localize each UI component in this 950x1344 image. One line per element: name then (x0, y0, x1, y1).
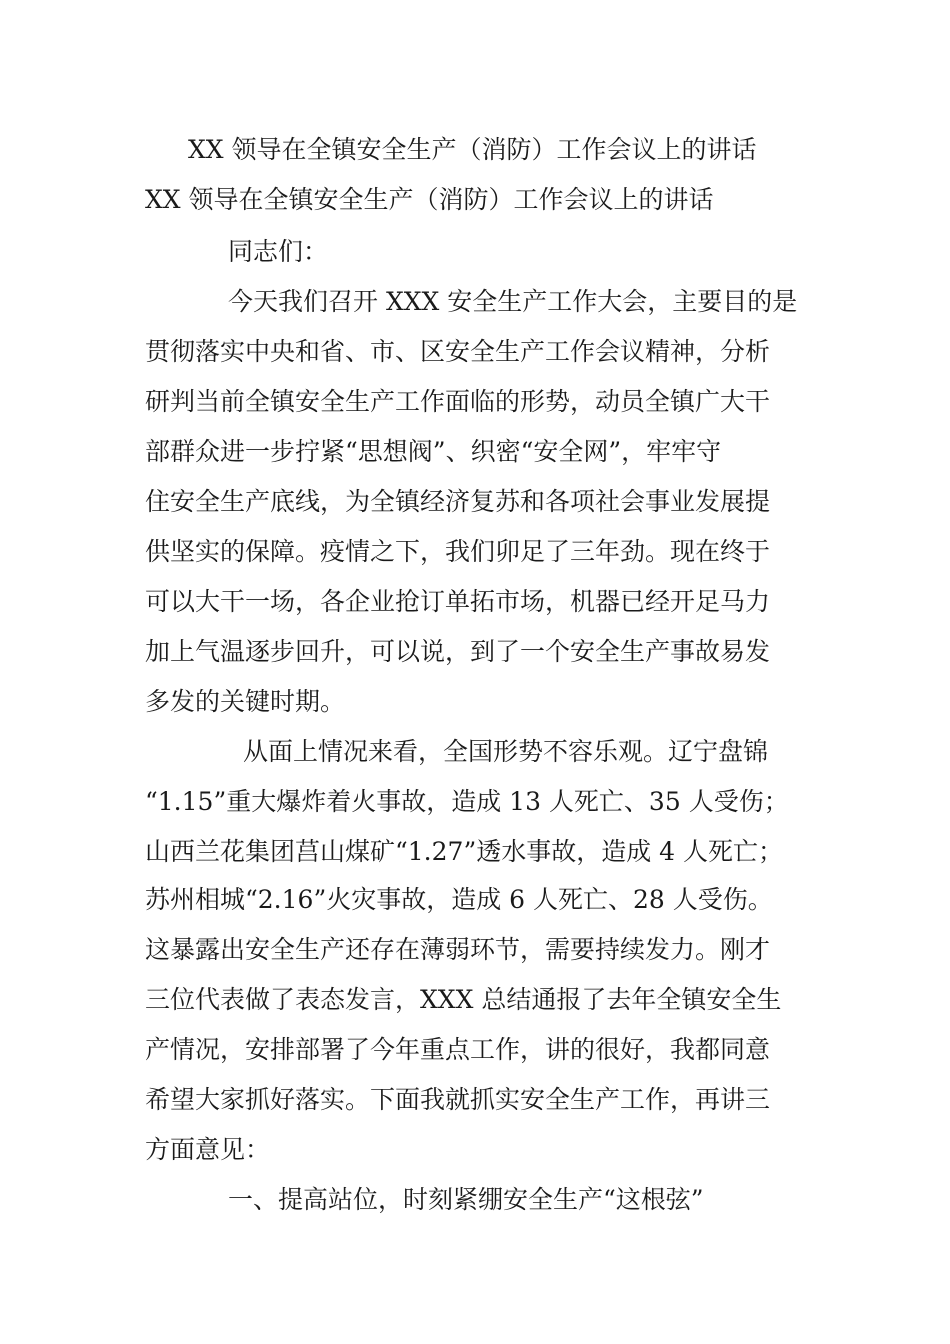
paragraph-line: 苏州相城“2.16”火灾事故，造成 6 人死亡、28 人受伤。 (145, 885, 773, 914)
paragraph-line: 研判当前全镇安全生产工作面临的形势，动员全镇广大干 (145, 387, 771, 416)
paragraph-line: 三位代表做了表态发言，XXX 总结通报了去年全镇安全生 (145, 985, 782, 1014)
paragraph-line: “1.15”重大爆炸着火事故，造成 13 人死亡、35 人受伤； (145, 787, 789, 816)
paragraph-line: 这暴露出安全生产还存在薄弱环节，需要持续发力。刚才 (145, 935, 771, 964)
paragraph-line: 加上气温逐步回升，可以说，到了一个安全生产事故易发 (145, 637, 771, 666)
paragraph-line: 可以大干一场，各企业抢订单拓市场，机器已经开足马力 (145, 587, 771, 616)
paragraph-line: 多发的关键时期。 (145, 687, 346, 716)
document-title: XX 领导在全镇安全生产（消防）工作会议上的讲话 (188, 135, 757, 164)
paragraph-line: 部群众进一步拧紧“思想阀”、织密“安全网”，牢牢守 (145, 437, 722, 466)
paragraph-line: 山西兰花集团莒山煤矿“1.27”透水事故，造成 4 人死亡； (145, 837, 784, 866)
paragraph-line: 希望大家抓好落实。下面我就抓实安全生产工作，再讲三 (145, 1085, 771, 1114)
paragraph-line: 贯彻落实中央和省、市、区安全生产工作会议精神，分析 (145, 337, 771, 366)
paragraph-line: 今天我们召开 XXX 安全生产工作大会，主要目的是 (228, 287, 798, 316)
paragraph-line: 方面意见： (145, 1135, 271, 1164)
section-heading: 一、提高站位，时刻紧绷安全生产“这根弦” (228, 1185, 704, 1214)
greeting: 同志们： (228, 237, 329, 266)
paragraph-line: 从面上情况来看，全国形势不容乐观。辽宁盘锦 (243, 737, 769, 766)
paragraph-line: 产情况，安排部署了今年重点工作，讲的很好，我都同意 (145, 1035, 771, 1064)
paragraph-line: 住安全生产底线，为全镇经济复苏和各项社会事业发展提 (145, 487, 771, 516)
document-title-repeat: XX 领导在全镇安全生产（消防）工作会议上的讲话 (145, 185, 714, 214)
paragraph-line: 供坚实的保障。疫情之下，我们卯足了三年劲。现在终于 (145, 537, 771, 566)
